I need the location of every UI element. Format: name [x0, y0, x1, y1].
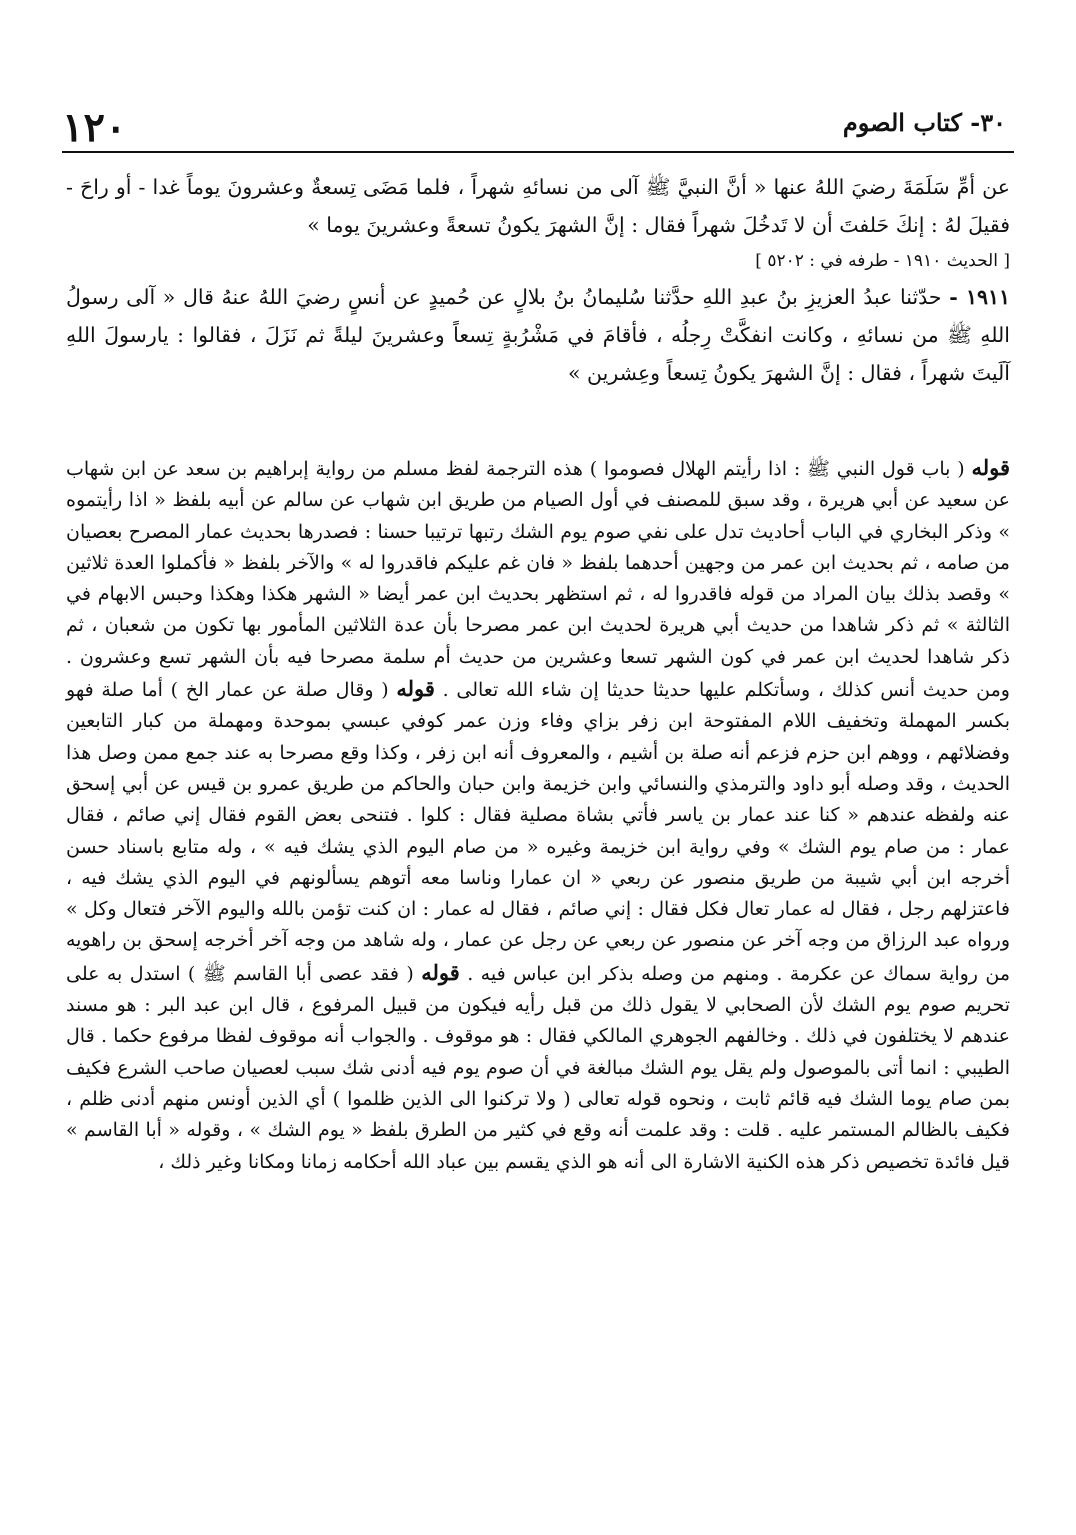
hadith-1911-number: ١٩١١ -	[949, 285, 1010, 309]
commentary-text: ( باب قول النبي ﷺ : اذا رأيتم الهلال فصوموا ) هذه الترجمة لفظ مسلم من رواية إبراهيم بن سعد عن ابن شهاب عن سعيد عن أبي هريرة ، وقد سبق للمصنف في أول الصيام من طريق ابن شهاب عن سالم عن أبيه بلفظ « اذا رأيتموه » وذكر البخاري في الباب أحاديث تدل على نفي صوم يوم الشك رتبها ترتيبا حسنا : فصدرها بحديث عمار المصرح بعصيان من صامه ، ثم بحديث ابن عمر من وجهين أحدهما بلفظ « فان غم عليكم فاقدروا له » والآخر بلفظ « فأكملوا العدة ثلاثين » وقصد بذلك بيان المراد من قوله فاقدروا له ، ثم استظهر بحديث ابن عمر أيضا « الشهر هكذا وهكذا وحبس الابهام في الثالثة » ثم ذكر شاهدا من حديث أبي هريرة لحديث ابن عمر مصرحا بأن عدة الثلاثين المأمور بها تكون من شعبان ، ثم ذكر شاهدا لحديث ابن عمر في كون الشهر تسعا وعشرين من حديث أم سلمة مصرحا فيه بأن الشهر تسع وعشرون . ومن حديث أنس كذلك ، وسأتكلم عليها حديثا حديثا إن شاء الله تعالى .	[66, 458, 1010, 702]
commentary-keyword: قوله	[421, 959, 460, 985]
hadith-text-block	[66, 168, 1010, 392]
hadith-1911	[66, 278, 1010, 392]
commentary-keyword: قوله	[971, 455, 1011, 480]
commentary-block	[66, 452, 1010, 1178]
commentary-text: ( فقد عصى أبا القاسم ﷺ ) استدل به على تحريم صوم يوم الشك لأن الصحابي لا يقول ذلك من قبل رأيه فيكون من قبيل المرفوع ، قال ابن عبد البر : هو مسند عندهم لا يختلفون في ذلك . وخالفهم الجوهري المالكي فقال : هو موقوف . والجواب أنه موقوف لفظا مرفوع حكما . قال الطيبي : انما أتى بالموصول ولم يقل يوم الشك مبالغة في أن صوم يوم فيه أدنى شك سبب لعصيان صاحب الشرع فكيف بمن صام يوما الشك فيه قائم ثابت ، ونحوه قوله تعالى ( ولا تركنوا الى الذين ظلموا ) أي الذين أونس منهم أدنى ظلم ، فكيف بالظالم المستمر عليه . قلت : وقد علمت أنه وقع في كثير من الطرق بلفظ « يوم الشك » ، وقوله « أبا القاسم » قيل فائدة تخصيص ذكر هذه الكنية الاشارة الى أنه هو الذي يقسم بين عباد الله أحكامه زمانا ومكانا وغير ذلك ،	[66, 962, 1010, 1173]
hadith-1910-text: عن أمِّ سَلَمَةَ رضيَ اللهُ عنها « أنَّ النبيَّ ﷺ آلى من نسائهِ شهراً ، فلما مَضَى تِسعةٌ وعشرونَ يوماً غدا - أو راحَ - فقيلَ لهُ : إنكَ حَلفتَ أن لا تَدخُلَ شهراً فقال : إنَّ الشهرَ يكونُ تسعةً وعشرينَ يوما »	[66, 175, 1010, 237]
hadith-1910-reference: [ الحديث ١٩١٠ - طرفه في : ٥٢٠٢ ]	[755, 251, 1010, 271]
hadith-1911-text: حدّثنا عبدُ العزيزِ بنُ عبدِ اللهِ حدَّثنا سُليمانُ بنُ بلالٍ عن حُميدٍ عن أنسٍ رضيَ اللهُ عنهُ قال « آلى رسولُ اللهِ ﷺ من نسائهِ ، وكانت انفكَّتْ رِجلُه ، فأقامَ في مَشْرُبةٍ تِسعاً وعشرينَ ليلةً ثم نَزَلَ ، فقالوا : يارسولَ اللهِ آلَيتَ شهراً ، فقال : إنَّ الشهرَ يكونُ تِسعاً وعِشرين »	[66, 285, 1010, 385]
chapter-title: ٣٠- كتاب الصوم	[842, 108, 1006, 137]
header-divider	[62, 151, 1014, 153]
page-header	[62, 104, 1006, 151]
commentary-keyword: قوله	[396, 676, 435, 702]
commentary-paragraph	[66, 452, 1010, 1178]
commentary-text: ( وقال صلة عن عمار الخ ) أما صلة فهو بكسر المهملة وتخفيف اللام المفتوحة ابن زفر بزاي وفاء وزن عمر كوفي عبسي بموحدة ومهملة من كبار التابعين وفضلائهم ، ووهم ابن حزم فزعم أنه صلة بن أشيم ، والمعروف أنه ابن زفر ، وكذا وقع مصرحا به عند جمع ممن وصل هذا الحديث ، وقد وصله أبو داود والترمذي والنسائي وابن خزيمة وابن حبان والحاكم من طريق عمرو بن قيس عن أبي إسحق عنه ولفظه عندهم « كنا عند عمار بن ياسر فأتي بشاة مصلية فقال : كلوا . فتنحى بعض القوم فقال إني صائم ، فقال عمار : من صام يوم الشك » وفي رواية ابن خزيمة وغيره « من صام اليوم الذي يشك فيه » ، وله متابع باسناد حسن أخرجه ابن أبي شيبة من طريق منصور عن ربعي « ان عمارا وناسا معه أتوهم يسألونهم في اليوم الذي يشك فيه ، فاعتزلهم رجل ، فقال له عمار تعال فكل فقال : إني صائم ، فقال له عمار : ان كنت تؤمن بالله واليوم الآخر فتعال وكل » ورواه عبد الرزاق من وجه آخر عن منصور عن ربعي عن رجل عن عمار ، وله شاهد من وجه آخر أخرجه إسحق بن راهويه من رواية سماك عن عكرمة . ومنهم من وصله بذكر ابن عباس فيه .	[66, 679, 1010, 985]
page-number: ١٢٠	[62, 104, 127, 151]
